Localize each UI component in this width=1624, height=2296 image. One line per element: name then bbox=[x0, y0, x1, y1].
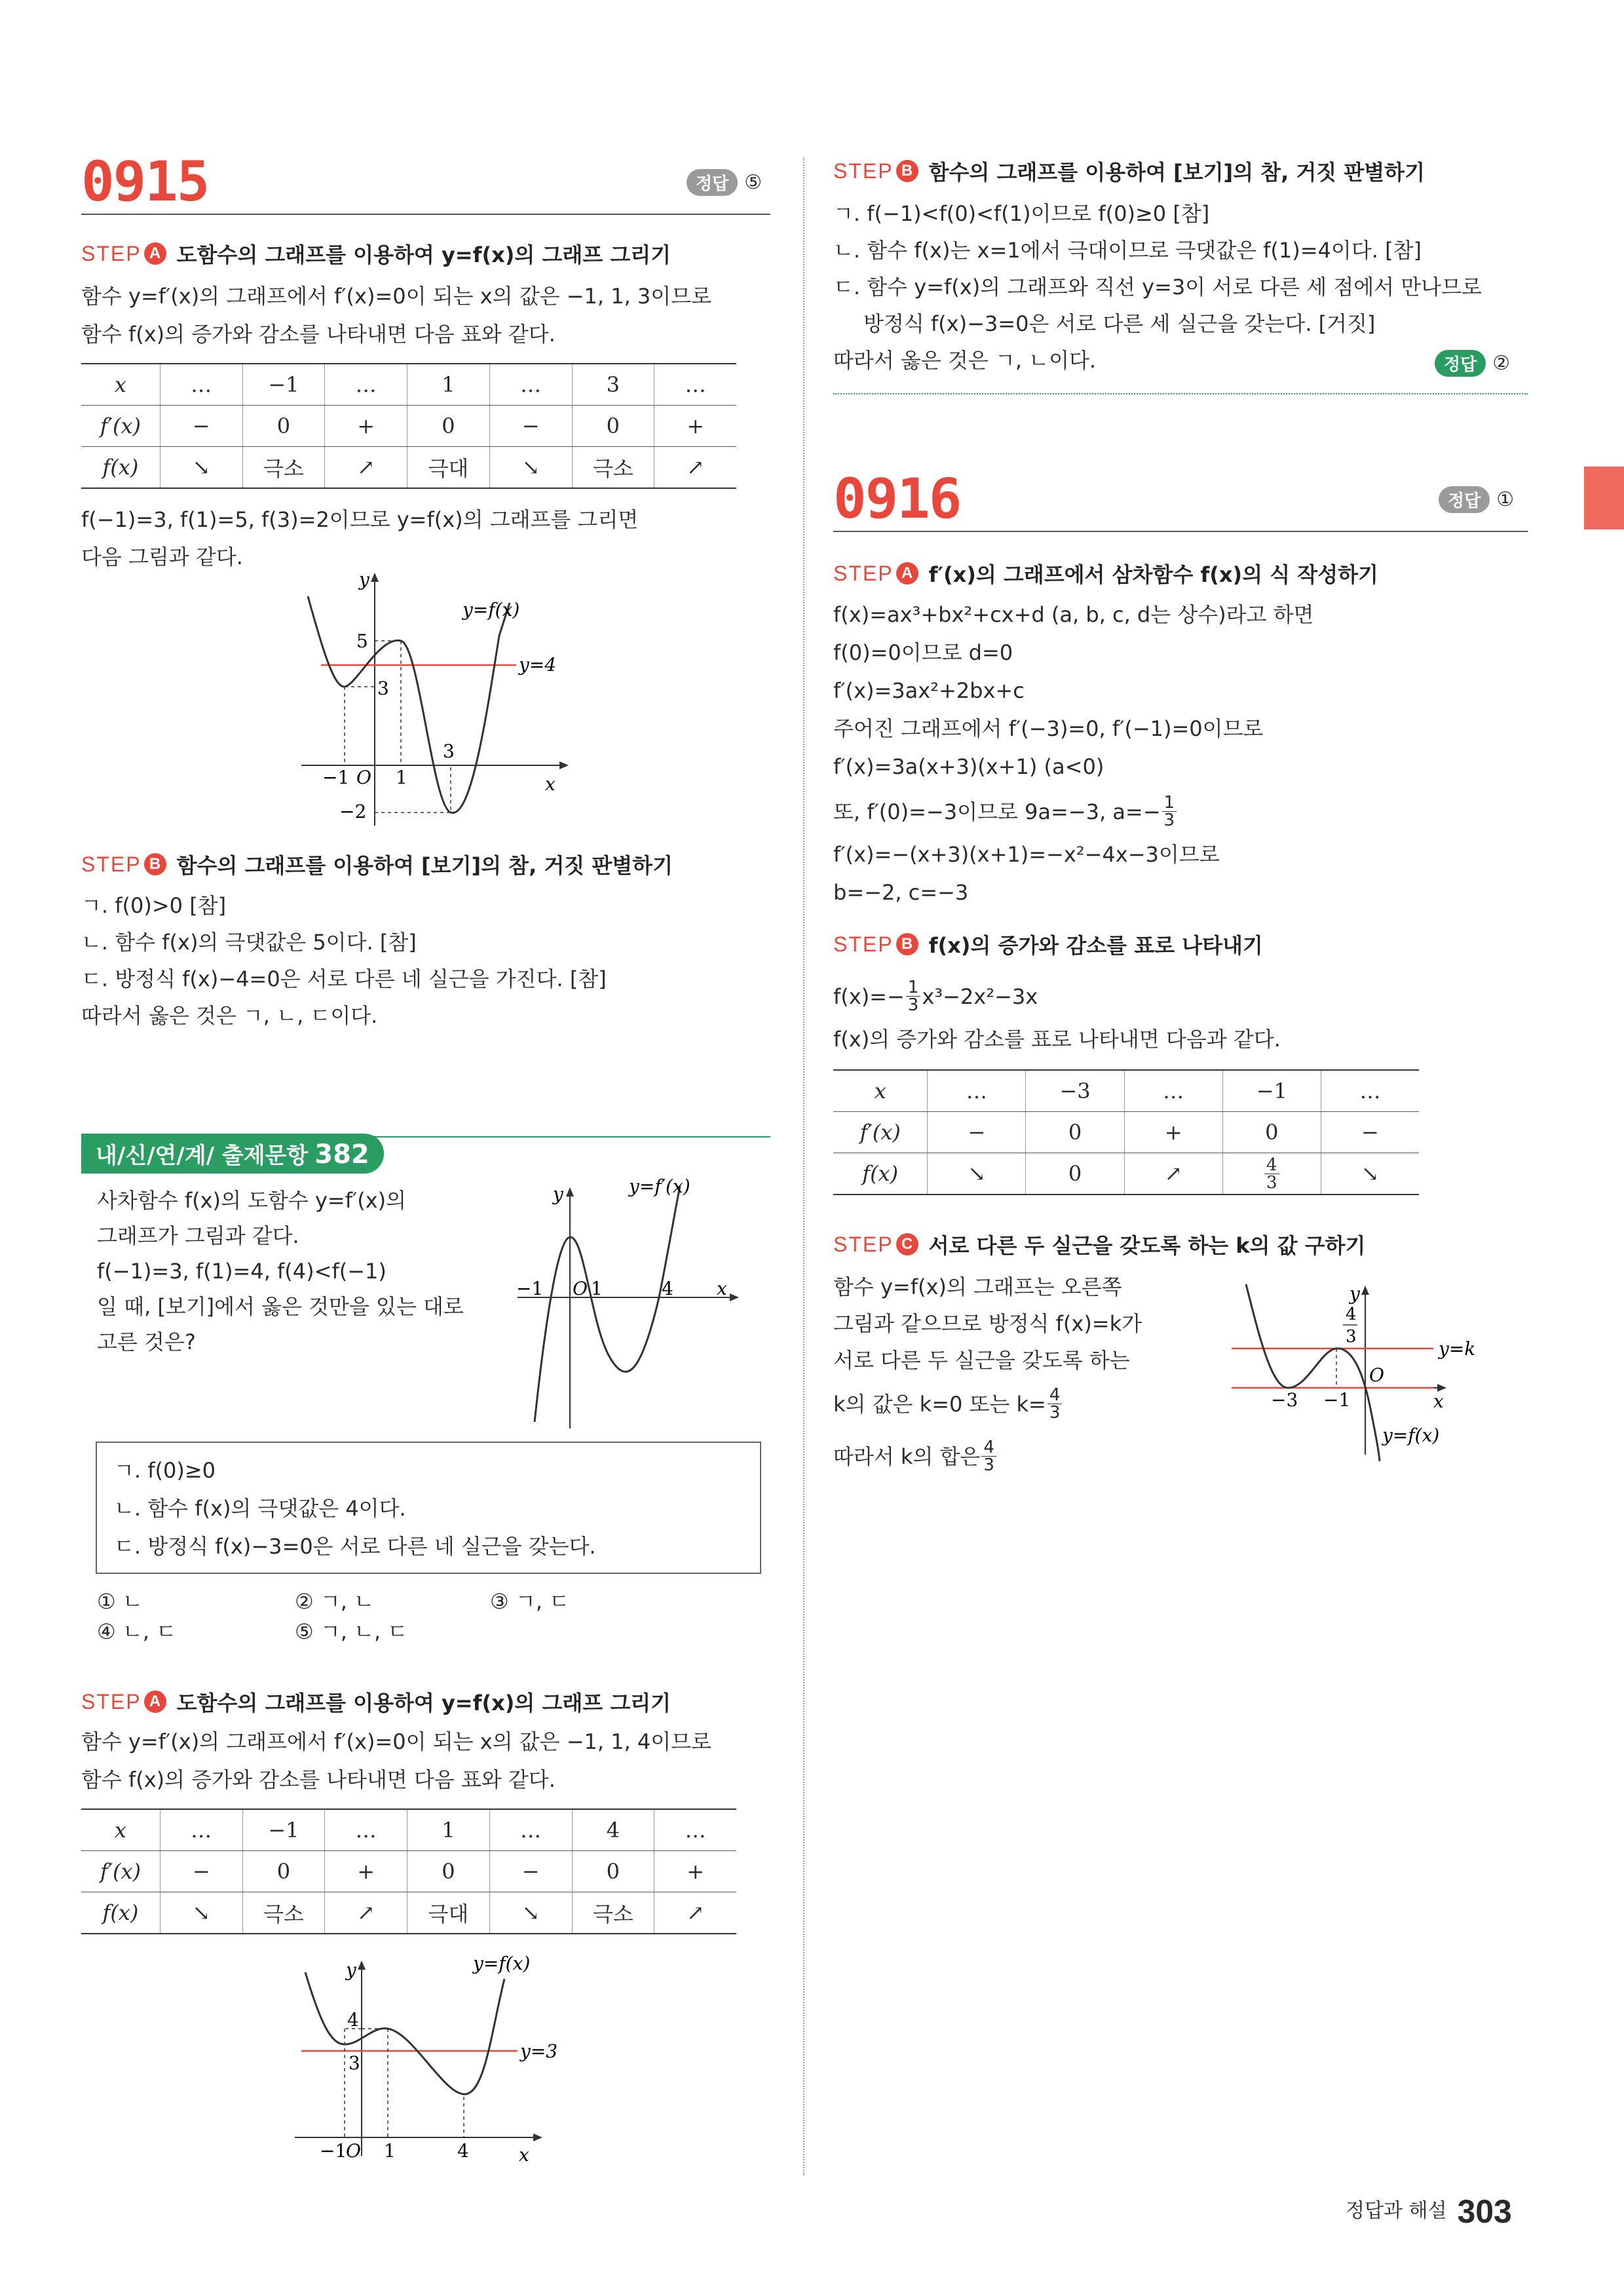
text-line: 다음 그림과 같다. bbox=[81, 545, 243, 569]
table-row bbox=[833, 1070, 1419, 1112]
table-row bbox=[81, 406, 736, 447]
option-3[interactable]: ③ ㄱ, ㄷ bbox=[490, 1589, 570, 1614]
table-row bbox=[833, 1112, 1419, 1153]
table-cell: − bbox=[928, 1112, 1026, 1153]
text-line: 방정식 f(x)−3=0은 서로 다른 세 실근을 갖는다. [거짓] bbox=[863, 311, 1376, 336]
text-line: 함수 y=f′(x)의 그래프에서 f′(x)=0이 되는 x의 값은 −1, 1, 3이므로 bbox=[81, 284, 712, 309]
table-cell: 0 bbox=[1026, 1153, 1124, 1195]
related-problem-banner: 내/신/연/계/ 출제문항 382 bbox=[81, 1134, 384, 1174]
box-item: ㄴ. 함수 f(x)의 극댓값은 4이다. bbox=[114, 1496, 406, 1521]
tick-label: −3 bbox=[1271, 1389, 1298, 1411]
variation-table-382 bbox=[81, 1808, 736, 1934]
fraction: $\frac{1}{3}$ bbox=[906, 979, 921, 1014]
table-cell: … bbox=[325, 364, 407, 406]
table-cell: … bbox=[489, 1809, 572, 1851]
tick-label: 3 bbox=[1346, 1327, 1357, 1347]
variation-table-0915 bbox=[81, 363, 736, 489]
fraction: $\frac{1}{3}$ bbox=[1162, 794, 1177, 829]
table-cell: … bbox=[1124, 1070, 1222, 1112]
text-line: f(x)의 증가와 감소를 표로 나타내면 다음과 같다. bbox=[833, 1027, 1281, 1052]
table-cell: … bbox=[160, 364, 242, 406]
text-line: f(−1)=3, f(1)=5, f(3)=2이므로 y=f(x)의 그래프를 그리면 bbox=[81, 507, 639, 532]
text-line: k의 값은 k=0 또는 k= $\frac{4}{3}$ bbox=[833, 1387, 1063, 1421]
tick-label: 4 bbox=[662, 1278, 673, 1299]
text-line: 따라서 옳은 것은 ㄱ, ㄴ, ㄷ이다. bbox=[81, 1003, 378, 1028]
step-c-0916: STEP C 서로 다른 두 실근을 갖도록 하는 k의 값 구하기 bbox=[833, 1232, 1366, 1258]
question-text: f(−1)=3, f(1)=4, f(4)<f(−1) bbox=[97, 1259, 387, 1284]
tick-label: 5 bbox=[356, 630, 368, 652]
tick-label: 1 bbox=[384, 2140, 396, 2162]
text-line: f(x)=− $\frac{1}{3}$ x³−2x²−3x bbox=[833, 978, 1038, 1015]
table-cell: 1 bbox=[407, 364, 490, 406]
tick-label: 4 bbox=[1346, 1305, 1357, 1324]
text-line: 함수 y=f(x)의 그래프는 오른쪽 bbox=[833, 1274, 1122, 1299]
table-cell: 극소 bbox=[242, 1892, 325, 1934]
answer-0915 bbox=[687, 169, 762, 196]
table-cell: 극소 bbox=[572, 1892, 654, 1934]
tick-label: 3 bbox=[377, 678, 389, 699]
tick-label: −1 bbox=[516, 1278, 544, 1299]
table-cell: −1 bbox=[242, 364, 325, 406]
choices-box bbox=[96, 1442, 761, 1574]
table-cell: 0 bbox=[1222, 1112, 1321, 1153]
box-item: ㄱ. f(0)≥0 bbox=[114, 1458, 216, 1483]
table-cell: + bbox=[654, 406, 736, 447]
hline-label: y=4 bbox=[519, 654, 557, 676]
option-4[interactable]: ④ ㄴ, ㄷ bbox=[97, 1619, 177, 1644]
text-line: 또, f′(0)=−3이므로 9a=−3, a=− $\frac{1}{3}$ bbox=[833, 794, 1178, 829]
axis-label-y: y bbox=[346, 1959, 356, 1981]
table-cell: 0 bbox=[407, 406, 490, 447]
text-line: 함수 f(x)의 증가와 감소를 나타내면 다음 표와 같다. bbox=[81, 1767, 556, 1792]
table-cell: 극대 bbox=[407, 1892, 490, 1934]
table-cell: $\frac{4}{3}$ bbox=[1222, 1153, 1321, 1195]
table-cell: ↗ bbox=[1124, 1153, 1222, 1195]
text-line: f′(x)=3ax²+2bx+c bbox=[833, 678, 1025, 703]
text-line: 그림과 같으므로 방정식 f(x)=k가 bbox=[833, 1311, 1142, 1336]
table-cell: ↘ bbox=[160, 1892, 242, 1934]
table-cell: ↘ bbox=[160, 447, 242, 489]
text-line: f(x)=ax³+bx²+cx+d (a, b, c, d는 상수)라고 하면 bbox=[833, 602, 1314, 627]
table-cell: x bbox=[81, 1809, 160, 1851]
text-line: b=−2, c=−3 bbox=[833, 880, 969, 905]
text-line: ㄱ. f(0)>0 [참] bbox=[81, 893, 227, 918]
text-line: 따라서 k의 합은 $\frac{4}{3}$ bbox=[833, 1439, 998, 1474]
table-cell: … bbox=[489, 364, 572, 406]
table-cell: ↘ bbox=[928, 1153, 1026, 1195]
footer-label: 정답과 해설 bbox=[1346, 2199, 1447, 2223]
option-1[interactable]: ① ㄴ bbox=[97, 1589, 143, 1614]
axis-label-y: y bbox=[1350, 1283, 1360, 1305]
table-cell: f(x) bbox=[81, 447, 160, 489]
column-divider bbox=[803, 157, 804, 2175]
table-cell: f(x) bbox=[833, 1153, 928, 1195]
problem-number-0915: 0915 bbox=[81, 149, 209, 214]
table-cell: ↘ bbox=[489, 1892, 572, 1934]
tick-label: −1 bbox=[322, 767, 350, 788]
answer-value: ② bbox=[1492, 352, 1511, 375]
curve-label: y=f(x) bbox=[1382, 1425, 1440, 1446]
variation-table-0916 bbox=[833, 1069, 1419, 1195]
step-a-0916: STEP A f′(x)의 그래프에서 삼차함수 f(x)의 식 작성하기 bbox=[833, 561, 1378, 587]
answer-382 bbox=[1435, 350, 1510, 377]
table-cell: x bbox=[833, 1070, 928, 1112]
question-text: 그래프가 그림과 같다. bbox=[97, 1223, 299, 1248]
answer-0916 bbox=[1439, 486, 1514, 513]
table-cell: f(x) bbox=[81, 1892, 160, 1934]
table-cell: ↗ bbox=[654, 1892, 736, 1934]
answer-value: ① bbox=[1496, 488, 1515, 511]
divider bbox=[81, 214, 770, 215]
box-item: ㄷ. 방정식 f(x)−3=0은 서로 다른 네 실근을 갖는다. bbox=[114, 1534, 596, 1559]
step-b-0915: STEP B 함수의 그래프를 이용하여 [보기]의 참, 거짓 판별하기 bbox=[81, 852, 673, 878]
table-cell: 3 bbox=[572, 364, 654, 406]
table-cell: 0 bbox=[572, 1851, 654, 1892]
graph-0915 bbox=[288, 564, 603, 839]
step-badge-icon: A bbox=[896, 562, 918, 584]
table-cell: − bbox=[489, 1851, 572, 1892]
text-line: f′(x)=3a(x+3)(x+1) (a<0) bbox=[833, 754, 1105, 779]
text-line: f(0)=0이므로 d=0 bbox=[833, 640, 1013, 665]
table-cell: f′(x) bbox=[833, 1112, 928, 1153]
table-cell: + bbox=[325, 406, 407, 447]
curve-label: y=f(x) bbox=[473, 1953, 531, 1974]
table-row bbox=[81, 1851, 736, 1892]
step-badge-icon: B bbox=[896, 933, 918, 955]
table-row bbox=[81, 364, 736, 406]
step-badge-icon: A bbox=[144, 1691, 166, 1713]
step-b-0916: STEP B f(x)의 증가와 감소를 표로 나타내기 bbox=[833, 932, 1263, 958]
table-cell: ↗ bbox=[325, 1892, 407, 1934]
table-cell: … bbox=[325, 1809, 407, 1851]
step-a-382: STEP A 도함수의 그래프를 이용하여 y=f(x)의 그래프 그리기 bbox=[81, 1689, 671, 1715]
tick-label: −1 bbox=[1323, 1389, 1351, 1411]
tick-label: 4 bbox=[347, 2009, 359, 2031]
table-cell: − bbox=[1321, 1112, 1419, 1153]
axis-label-y: y bbox=[359, 569, 369, 590]
table-cell: f′(x) bbox=[81, 1851, 160, 1892]
table-row bbox=[81, 447, 736, 489]
axis-label-x: x bbox=[717, 1278, 727, 1299]
step-badge-icon: C bbox=[896, 1233, 918, 1255]
table-cell: 극소 bbox=[572, 447, 654, 489]
step-badge-icon: B bbox=[144, 853, 166, 875]
table-cell: −3 bbox=[1026, 1070, 1124, 1112]
table-cell: ↘ bbox=[1321, 1153, 1419, 1195]
table-cell: 극소 bbox=[242, 447, 325, 489]
table-cell: 0 bbox=[407, 1851, 490, 1892]
option-5[interactable]: ⑤ ㄱ, ㄴ, ㄷ bbox=[295, 1619, 408, 1644]
text-line: 따라서 옳은 것은 ㄱ, ㄴ이다. bbox=[833, 348, 1097, 373]
section-tab bbox=[1584, 467, 1624, 529]
text-line: f′(x)=−(x+3)(x+1)=−x²−4x−3이므로 bbox=[833, 842, 1220, 867]
fraction: $\frac{4}{3}$ bbox=[1048, 1387, 1063, 1421]
table-cell: + bbox=[1124, 1112, 1222, 1153]
table-cell: − bbox=[160, 406, 242, 447]
text-line: ㄷ. 방정식 f(x)−4=0은 서로 다른 네 실근을 가진다. [참] bbox=[81, 966, 607, 991]
axis-label-y: y bbox=[553, 1183, 563, 1205]
origin-label: O bbox=[1369, 1364, 1384, 1386]
origin-label: O bbox=[356, 767, 371, 788]
table-cell: − bbox=[489, 406, 572, 447]
step-b-382: STEP B 함수의 그래프를 이용하여 [보기]의 참, 거짓 판별하기 bbox=[833, 159, 1425, 185]
table-cell: x bbox=[81, 364, 160, 406]
graph-382 bbox=[288, 1953, 603, 2162]
text-line: 함수 f(x)의 증가와 감소를 나타내면 다음 표와 같다. bbox=[81, 322, 556, 347]
tick-label: 3 bbox=[349, 2052, 360, 2074]
table-cell: −1 bbox=[242, 1809, 325, 1851]
table-cell: −1 bbox=[1222, 1070, 1321, 1112]
fraction: $\frac{4}{3}$ bbox=[981, 1439, 996, 1474]
text-line: ㄱ. f(−1)<f(0)<f(1)이므로 f(0)≥0 [참] bbox=[833, 201, 1210, 226]
divider bbox=[833, 531, 1528, 532]
question-text: 일 때, [보기]에서 옳은 것만을 있는 대로 bbox=[97, 1294, 464, 1319]
table-cell: … bbox=[928, 1070, 1026, 1112]
hline-label: y=3 bbox=[520, 2040, 558, 2062]
curve-label: y=f(x) bbox=[463, 599, 520, 621]
hline-label: y=k bbox=[1439, 1338, 1476, 1360]
divider bbox=[833, 393, 1528, 394]
table-cell: 0 bbox=[242, 406, 325, 447]
table-cell: 0 bbox=[242, 1851, 325, 1892]
table-cell: ↘ bbox=[489, 447, 572, 489]
table-cell: 0 bbox=[572, 406, 654, 447]
text-line: 서로 다른 두 실근을 갖도록 하는 bbox=[833, 1348, 1130, 1373]
graph-382-derivative bbox=[511, 1173, 747, 1435]
table-cell: 1 bbox=[407, 1809, 490, 1851]
table-cell: … bbox=[654, 1809, 736, 1851]
text-line: 함수 y=f′(x)의 그래프에서 f′(x)=0이 되는 x의 값은 −1, 1, 4이므로 bbox=[81, 1729, 712, 1754]
axis-label-x: x bbox=[519, 2144, 529, 2162]
table-cell: + bbox=[654, 1851, 736, 1892]
page-number: 303 bbox=[1457, 2193, 1512, 2230]
table-cell: … bbox=[654, 364, 736, 406]
question-text: 고른 것은? bbox=[97, 1330, 196, 1354]
problem-number-0916: 0916 bbox=[833, 467, 961, 531]
tick-label: 1 bbox=[591, 1278, 603, 1299]
table-cell: + bbox=[325, 1851, 407, 1892]
origin-label: O bbox=[346, 2140, 361, 2162]
table-cell: 극대 bbox=[407, 447, 490, 489]
tick-label: −1 bbox=[320, 2140, 347, 2162]
axis-label-x: x bbox=[1433, 1390, 1444, 1412]
answer-tag: 정답 bbox=[1435, 350, 1486, 377]
axis-label-x: x bbox=[545, 773, 556, 795]
tick-label: −2 bbox=[339, 801, 367, 822]
answer-value: ⑤ bbox=[744, 171, 763, 194]
text-line: 주어진 그래프에서 f′(−3)=0, f′(−1)=0이므로 bbox=[833, 716, 1264, 741]
footer bbox=[1346, 2192, 1512, 2230]
answer-tag: 정답 bbox=[687, 169, 738, 196]
step-a-0915: STEP A 도함수의 그래프를 이용하여 y=f(x)의 그래프 그리기 bbox=[81, 241, 671, 267]
table-cell: 0 bbox=[1026, 1112, 1124, 1153]
tick-label: 3 bbox=[443, 740, 455, 762]
text-line: ㄴ. 함수 f(x)는 x=1에서 극대이므로 극댓값은 f(1)=4이다. [참] bbox=[833, 238, 1422, 263]
answer-tag: 정답 bbox=[1439, 486, 1490, 513]
table-row bbox=[833, 1153, 1419, 1195]
table-row bbox=[81, 1892, 736, 1934]
step-badge-icon: B bbox=[896, 160, 918, 182]
table-cell: … bbox=[160, 1809, 242, 1851]
table-cell: ↗ bbox=[325, 447, 407, 489]
step-badge-icon: A bbox=[144, 242, 166, 265]
table-cell: ↗ bbox=[654, 447, 736, 489]
text-line: ㄷ. 함수 y=f(x)의 그래프와 직선 y=3이 서로 다른 세 점에서 만나므로 bbox=[833, 275, 1482, 299]
text-line: ㄴ. 함수 f(x)의 극댓값은 5이다. [참] bbox=[81, 930, 417, 955]
curve-label: y=f′(x) bbox=[629, 1176, 690, 1197]
origin-label: O bbox=[573, 1278, 588, 1299]
question-text: 사차함수 f(x)의 도함수 y=f′(x)의 bbox=[97, 1188, 407, 1213]
graph-0916 bbox=[1225, 1278, 1513, 1468]
tick-label: 1 bbox=[396, 767, 407, 788]
tick-label: 4 bbox=[457, 2140, 469, 2162]
table-cell: f′(x) bbox=[81, 406, 160, 447]
table-row bbox=[81, 1809, 736, 1851]
table-cell: … bbox=[1321, 1070, 1419, 1112]
table-cell: 4 bbox=[572, 1809, 654, 1851]
option-2[interactable]: ② ㄱ, ㄴ bbox=[295, 1589, 375, 1614]
table-cell: − bbox=[160, 1851, 242, 1892]
